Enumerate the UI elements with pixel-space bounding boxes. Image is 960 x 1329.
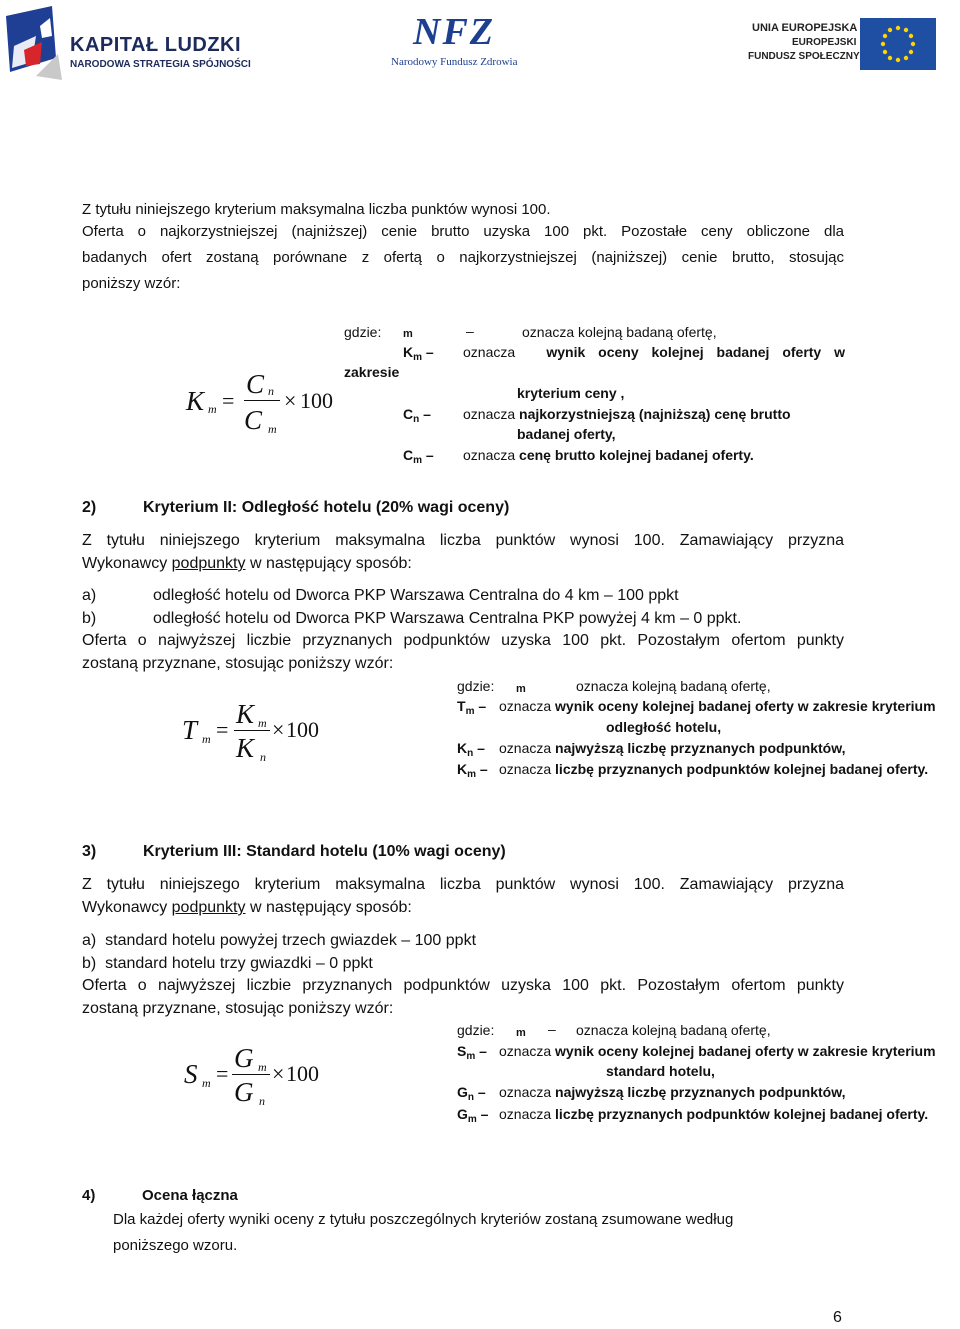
formula-odleglosc-eq: = (216, 717, 229, 742)
formula-cena-fraction-bar (244, 400, 280, 401)
s3-legend-gm: $G_m$ – (457, 1106, 489, 1125)
formula-cena-mult: 100 (300, 388, 333, 413)
ue-line3: FUNDUSZ SPOŁECZNY (748, 51, 860, 62)
s2-legend-tm-desc-2: odległość hotelu, (606, 719, 722, 735)
s3-paragraph-1a: Z tytułu niniejszego kryterium maksymalna liczba punktów wynosi 100. Zamawiający przyzna (82, 876, 844, 893)
formula-cena-lhs: K (186, 386, 205, 416)
formula-cena-lhs-sub: m (208, 402, 217, 416)
s2-item-b-label: b) (82, 610, 97, 627)
formula-standard-mult: 100 (286, 1061, 319, 1086)
s1-legend-kryterium: kryterium ceny , (517, 385, 625, 401)
s1-legend-zakresie: zakresie (344, 364, 400, 380)
s1-legend-km-desc: oznacza wynik oceny kolejnej badanej oferty w (463, 344, 845, 360)
s3-legend-m: m (516, 1027, 526, 1039)
s3-legend-gdzie: gdzie: (457, 1022, 495, 1038)
ue-line2: EUROPEJSKI (792, 37, 857, 48)
formula-standard-den: G (234, 1077, 254, 1107)
s3-legend-m-desc: oznacza kolejną badaną ofertę, (576, 1022, 771, 1038)
logo-nfz (385, 11, 535, 74)
formula-standard-lhs: S (184, 1059, 198, 1089)
s2-paragraph-2b: zostaną przyznane, stosując poniższy wzór: (82, 655, 394, 672)
s2-legend-m: m (516, 683, 526, 695)
s3-legend-sm-desc-2: standard hotelu, (606, 1063, 715, 1079)
s1-paragraph-1: Z tytułu niniejszego kryterium maksymalna liczba punktów wynosi 100. (82, 201, 551, 218)
logo-kapital-ludzki (6, 6, 256, 86)
s3-heading-number: 3) (82, 843, 97, 860)
s3-legend-sm: $S_m$ – (457, 1043, 487, 1062)
s2-item-a-text: odległość hotelu od Dworca PKP Warszawa Centralna do 4 km – 100 ppkt (153, 587, 679, 604)
formula-standard-num-sub: m (258, 1060, 267, 1074)
s1-legend-km: $K_m$ – (403, 344, 434, 363)
s3-paragraph-2b: zostaną przyznane, stosując poniższy wzór: (82, 1000, 394, 1017)
s3-paragraph-2a: Oferta o najwyższej liczbie przyznanych podpunktów uzyska 100 pkt. Pozostałym ofertom punkty (82, 977, 844, 994)
nfz-mark: NFZ (413, 11, 495, 53)
s1-legend-m-desc: oznacza kolejną badaną ofertę, (522, 324, 717, 340)
s4-paragraph-1: Dla każdej oferty wyniki oceny z tytułu poszczególnych kryteriów zostaną zsumowane według (113, 1211, 734, 1228)
formula-odleglosc-num: K (236, 699, 255, 729)
kapital-ludzki-emblem-icon (6, 6, 66, 86)
formula-odleglosc-mult: 100 (286, 717, 319, 742)
formula-standard-times: × (272, 1061, 285, 1086)
s4-heading: Ocena łączna (142, 1187, 238, 1204)
formula-cena-num-sub: n (268, 384, 274, 398)
s4-paragraph-2: poniższego wzoru. (113, 1237, 238, 1254)
s1-legend-cn-desc-2: badanej oferty, (517, 426, 616, 442)
s2-legend-tm-desc: oznacza wynik oceny kolejnej badanej oferty w zakresie kryterium (499, 698, 936, 714)
s2-legend-m-desc: oznacza kolejną badaną ofertę, (576, 678, 771, 694)
formula-odleglosc-lhs-sub: m (202, 732, 211, 746)
s2-item-b-text: odległość hotelu od Dworca PKP Warszawa Centralna PKP powyżej 4 km – 0 ppkt. (153, 610, 742, 627)
s2-item-a-label: a) (82, 587, 97, 604)
s3-item-a: a) standard hotelu powyżej trzech gwiazdek – 100 ppkt (82, 932, 477, 949)
formula-odleglosc-num-sub: m (258, 716, 267, 730)
s1-legend-cm: $C_m$ – (403, 447, 434, 466)
s1-paragraph-2b: badanych ofert zostaną porównane z ofertą o najkorzystniejszej (najniższej) cenie brutto, stosując (82, 249, 844, 266)
s2-paragraph-2a: Oferta o najwyższej liczbie przyznanych podpunktów uzyska 100 pkt. Pozostałym ofertom punkty (82, 632, 844, 649)
s3-item-b: b) standard hotelu trzy gwiazdki – 0 ppkt (82, 955, 373, 972)
ue-line1: UNIA EUROPEJSKA (752, 22, 858, 34)
formula-cena-eq: = (222, 388, 235, 413)
s2-legend-km: $K_m$ – (457, 761, 488, 780)
kapital-ludzki-subtitle: NARODOWA STRATEGIA SPÓJNOŚCI (70, 59, 251, 70)
logo-unia-europejska (740, 18, 940, 72)
s2-legend-tm: $T_m$ – (457, 698, 487, 717)
s1-legend-m: m (403, 328, 413, 340)
s3-legend-gm-desc: oznacza liczbę przyznanych podpunktów kolejnej badanej oferty. (499, 1106, 929, 1122)
s1-paragraph-2c: poniższy wzór: (82, 275, 181, 292)
s1-legend-cn-desc: oznacza najkorzystniejszą (najniższą) cenę brutto (463, 406, 791, 422)
formula-cena-num: C (246, 369, 265, 399)
s3-legend-gn: $G_n$ – (457, 1084, 486, 1103)
formula-odleglosc-den: K (236, 733, 255, 763)
formula-odleglosc-fraction-bar (234, 730, 270, 731)
s2-legend-kn: $K_n$ – (457, 740, 485, 759)
formula-odleglosc-times: × (272, 717, 285, 742)
s3-paragraph-1b: Wykonawcy podpunkty w następujący sposób: (82, 899, 412, 916)
s1-legend-cm-desc: oznacza cenę brutto kolejnej badanej oferty. (463, 447, 754, 463)
formula-standard-lhs-sub: m (202, 1076, 211, 1090)
nfz-caption: Narodowy Fundusz Zdrowia (391, 56, 518, 68)
formula-cena-times: × (284, 388, 297, 413)
s1-paragraph-2a: Oferta o najkorzystniejszej (najniższej) cenie brutto uzyska 100 pkt. Pozostałe ceny obliczone dla (82, 223, 844, 240)
formula-cena-den-sub: m (268, 422, 277, 436)
formula-standard (182, 1044, 352, 1114)
kapital-ludzki-title: KAPITAŁ LUDZKI (70, 34, 242, 56)
formula-cena (180, 370, 350, 440)
formula-standard-den-sub: n (259, 1094, 265, 1108)
s2-heading-number: 2) (82, 499, 97, 516)
s2-legend-km-desc: oznacza liczbę przyznanych podpunktów kolejnej badanej oferty. (499, 761, 929, 777)
s2-heading: Kryterium II: Odległość hotelu (20% wagi oceny) (143, 499, 510, 516)
formula-odleglosc (180, 700, 350, 770)
formula-odleglosc-lhs: T (182, 715, 198, 745)
formula-standard-fraction-bar (232, 1074, 270, 1075)
s1-legend-cn: $C_n$ – (403, 406, 431, 425)
formula-cena-den: C (244, 405, 263, 435)
s2-legend-gdzie: gdzie: (457, 678, 495, 694)
s3-heading: Kryterium III: Standard hotelu (10% wagi oceny) (143, 843, 506, 860)
s2-paragraph-1b: Wykonawcy podpunkty w następujący sposób: (82, 555, 412, 572)
s4-heading-number: 4) (82, 1187, 96, 1204)
formula-standard-num: G (234, 1043, 254, 1073)
eu-flag-icon (860, 18, 936, 70)
s1-legend-gdzie: gdzie: (344, 324, 382, 340)
formula-odleglosc-den-sub: n (260, 750, 266, 764)
s3-legend-sm-desc: oznacza wynik oceny kolejnej badanej oferty w zakresie kryterium (499, 1043, 936, 1059)
formula-standard-eq: = (216, 1061, 229, 1086)
s1-legend-m-dash: – (466, 323, 474, 339)
page-number: 6 (833, 1309, 842, 1326)
s3-legend-m-dash: – (548, 1021, 556, 1037)
s2-paragraph-1a: Z tytułu niniejszego kryterium maksymalna liczba punktów wynosi 100. Zamawiający przyzna (82, 532, 844, 549)
s3-legend-gn-desc: oznacza najwyższą liczbę przyznanych podpunktów, (499, 1084, 846, 1100)
s2-legend-kn-desc: oznacza najwyższą liczbę przyznanych podpunktów, (499, 740, 846, 756)
